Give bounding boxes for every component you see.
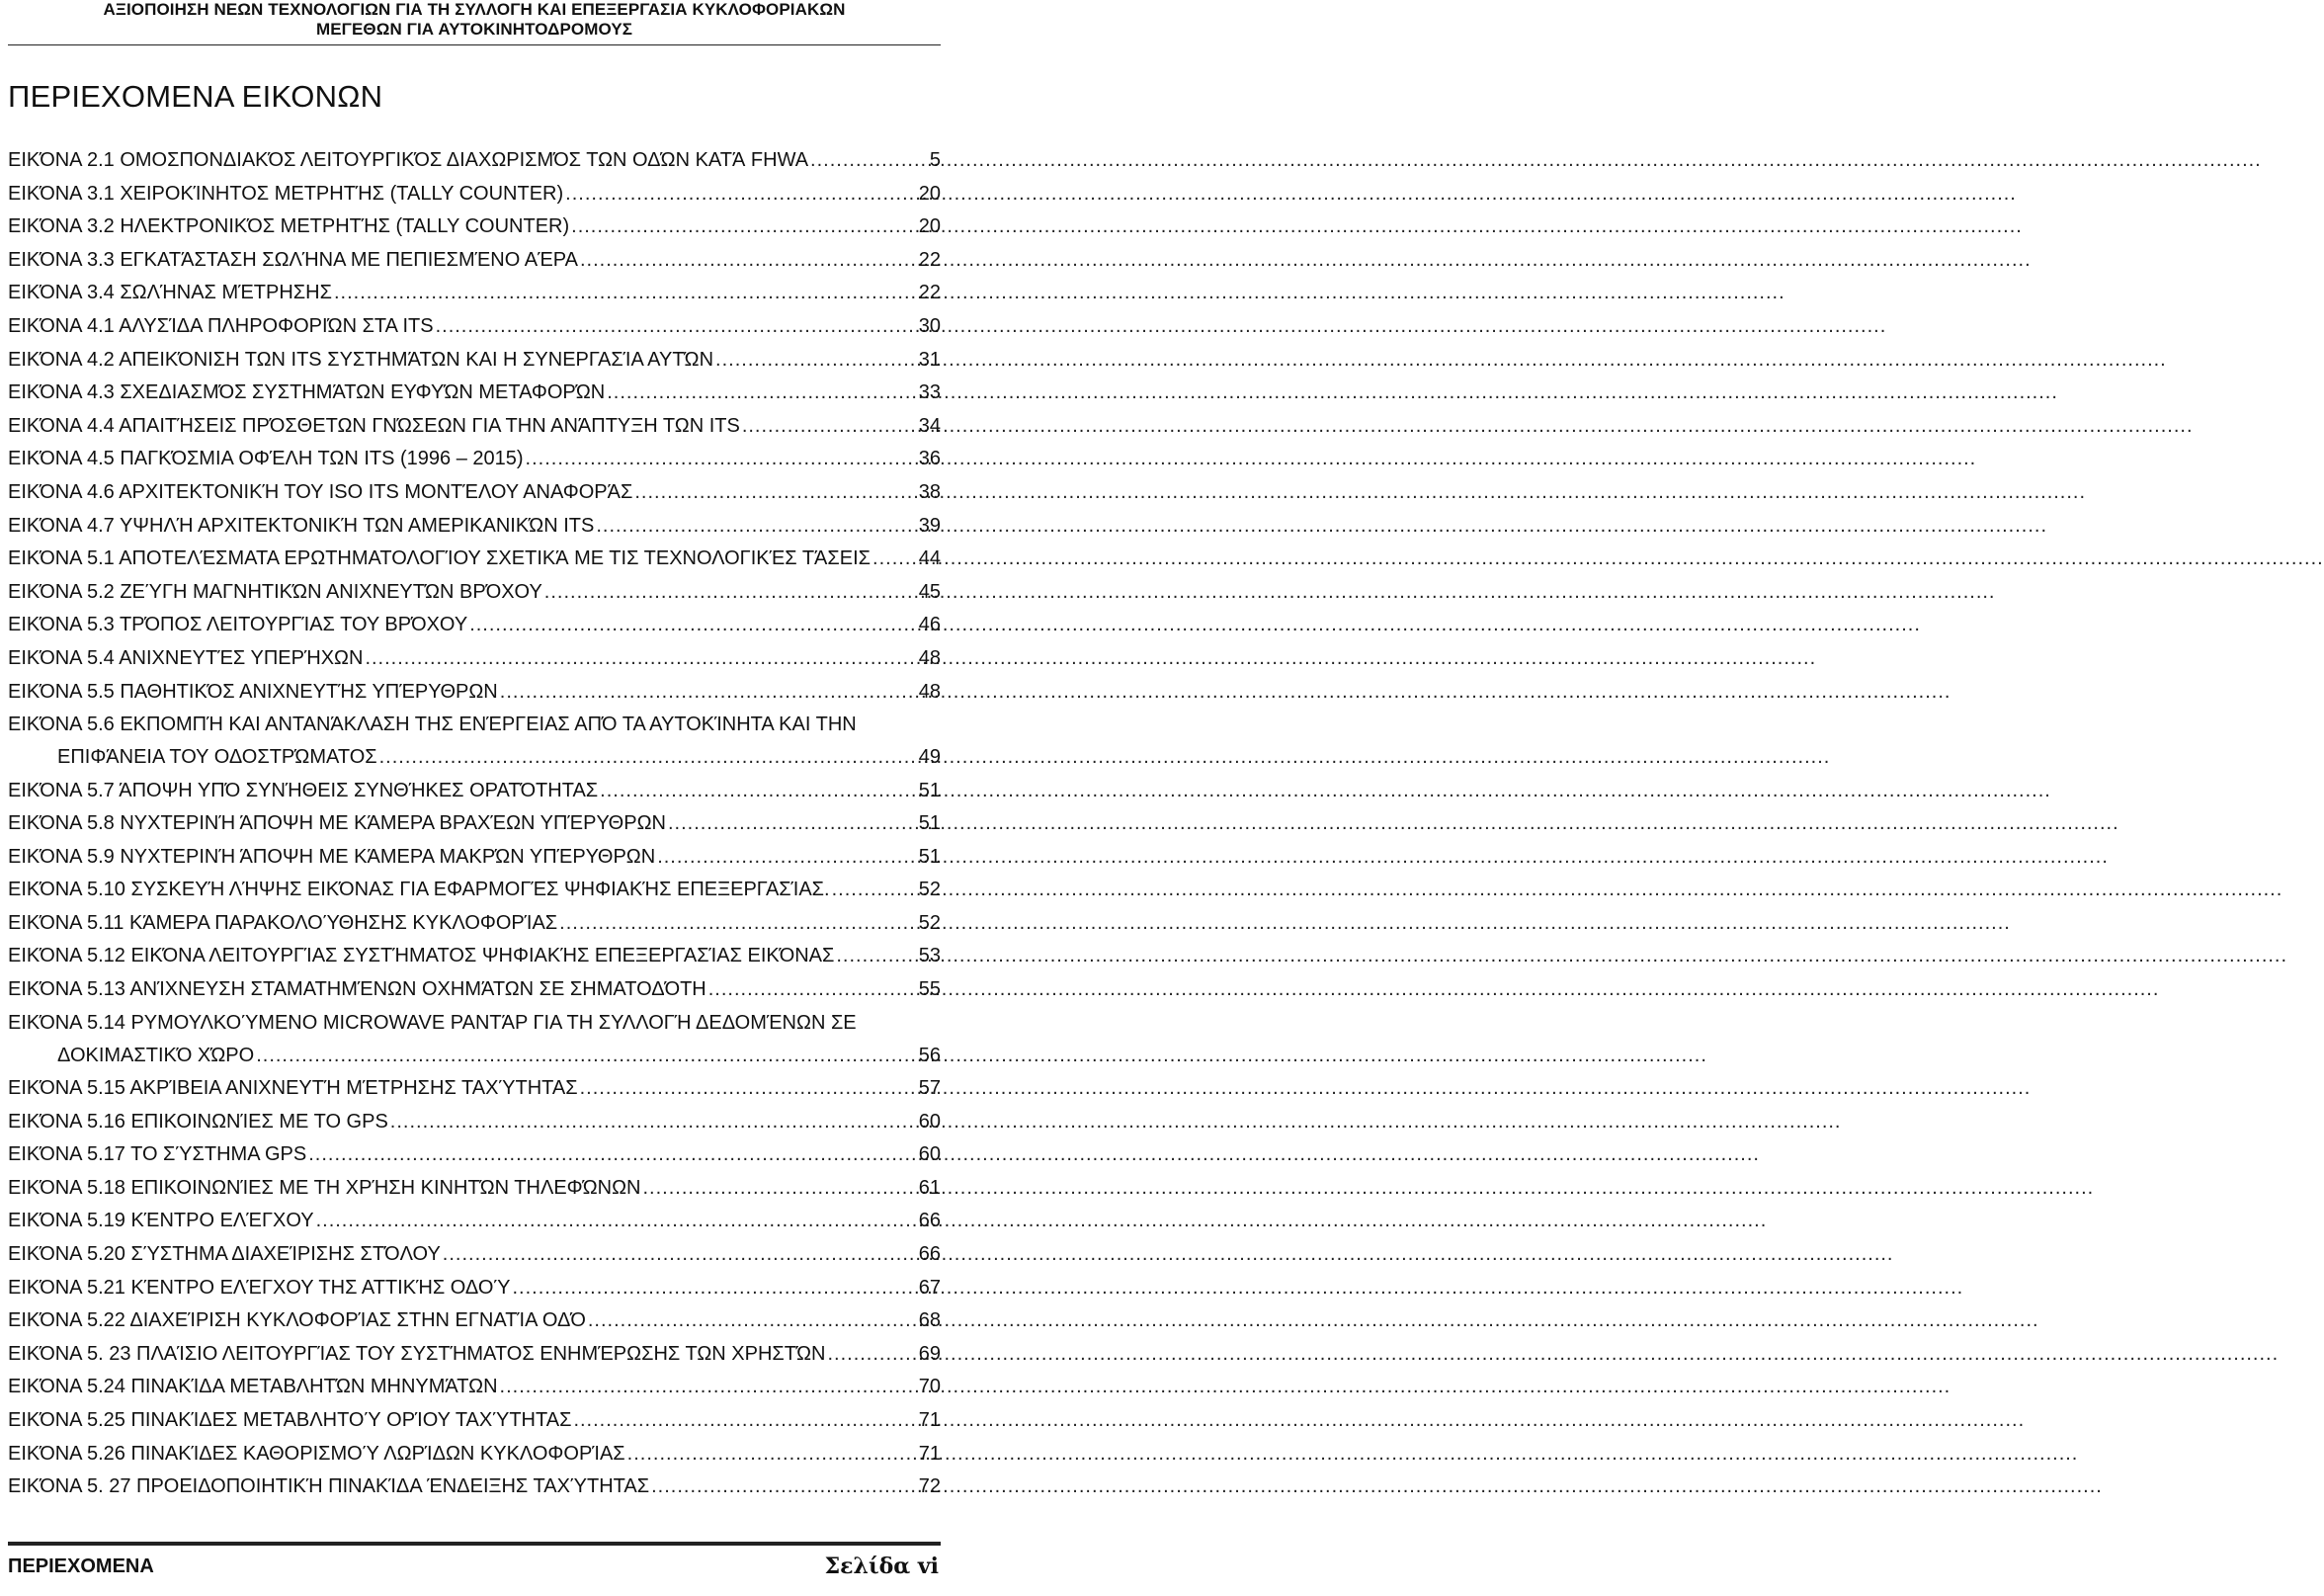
running-header — [0, 0, 949, 45]
toc-entry[interactable] — [8, 277, 941, 310]
toc-entry-page-number: 46 — [918, 614, 941, 636]
toc-entry[interactable] — [8, 178, 941, 211]
dot-leader — [500, 676, 917, 710]
footer-page-number: Σελίδα vi — [824, 1554, 939, 1579]
dot-leader — [832, 874, 917, 907]
toc-entry-label: ΕΙΚΌΝΑ 5.17 ΤΟ ΣΎΣΤΗΜΑ GPS — [8, 1143, 307, 1166]
dot-leader — [573, 1404, 916, 1438]
toc-entry[interactable] — [8, 543, 941, 576]
dot-leader — [390, 1106, 917, 1139]
toc-entry-label: ΕΙΚΌΝΑ 4.1 ΑΛΥΣΊΔΑ ΠΛΗΡΟΦΟΡΙΏΝ ΣΤΑ ITS — [8, 314, 434, 337]
dot-leader — [436, 310, 917, 344]
dot-leader — [872, 543, 917, 576]
toc-entry-label: ΕΙΚΌΝΑ 5.18 ΕΠΙΚΟΙΝΩΝΊΕΣ ΜΕ ΤΗ ΧΡΉΣΗ ΚΙΝΗΤΏΝ ΤΗΛΕΦΏΝΩΝ — [8, 1176, 641, 1199]
toc-entry[interactable] — [8, 244, 941, 278]
toc-entry-page-number: 38 — [918, 480, 941, 503]
dot-leader — [513, 1272, 917, 1305]
toc-entry[interactable] — [8, 841, 941, 875]
toc-entry-page-number: 51 — [918, 845, 941, 868]
toc-entry-label: ΕΙΚΌΝΑ 4.6 ΑΡΧΙΤΕΚΤΟΝΙΚΉ ΤΟΥ ISO ITS ΜΟΝΤΈΛΟΥ ΑΝΑΦΟΡΆΣ — [8, 480, 633, 503]
toc-entry[interactable] — [8, 807, 941, 841]
toc-entry-label: ΕΙΚΌΝΑ 5.1 ΑΠΟΤΕΛΈΣΜΑΤΑ ΕΡΩΤΗΜΑΤΟΛΟΓΊΟΥ ΣΧΕΤΙΚΆ ΜΕ ΤΙΣ ΤΕΧΝΟΛΟΓΙΚΈΣ ΤΆΣΕΙΣ — [8, 547, 872, 570]
toc-entry[interactable] — [8, 1470, 941, 1504]
toc-entry-page-number: 30 — [918, 314, 941, 337]
toc-entry-page-number: 5 — [929, 149, 941, 171]
toc-entry-page-number: 70 — [918, 1376, 941, 1398]
dot-leader — [469, 609, 917, 642]
dot-leader — [379, 741, 917, 774]
toc-entry-label: ΕΙΚΌΝΑ 5.24 ΠΙΝΑΚΊΔΑ ΜΕΤΑΒΛΗΤΏΝ ΜΗΝΥΜΆΤΩΝ — [8, 1376, 498, 1398]
toc-entry[interactable] — [8, 344, 941, 378]
toc-entry[interactable] — [8, 443, 941, 476]
toc-entry-page-number: 48 — [918, 646, 941, 669]
toc-entry-label: ΕΙΚΌΝΑ 5. 27 ΠΡΟΕΙΔΟΠΟΙΗΤΙΚΉ ΠΙΝΑΚΊΔΑ ΈΝΔΕΙΞΗΣ ΤΑΧΎΤΗΤΑΣ — [8, 1475, 650, 1498]
dot-leader — [668, 807, 917, 841]
toc-entry-page-number: 51 — [918, 779, 941, 801]
toc-entry[interactable] — [8, 410, 941, 444]
toc-entry-label: ΕΙΚΌΝΑ 3.2 ΗΛΕΚΤΡΟΝΙΚΌΣ ΜΕΤΡΗΤΉΣ (TALLY COUNTER) — [8, 215, 570, 238]
dot-leader — [600, 775, 917, 808]
dot-leader — [810, 144, 928, 178]
toc-entry-page-number: 36 — [918, 448, 941, 470]
toc-entry-page-number: 49 — [918, 746, 941, 769]
toc-entry-label: ΕΙΚΌΝΑ 5.25 ΠΙΝΑΚΊΔΕΣ ΜΕΤΑΒΛΗΤΟΎ ΟΡΊΟΥ ΤΑΧΎΤΗΤΑΣ — [8, 1409, 572, 1431]
toc-entry-label: ΕΙΚΌΝΑ 5.21 ΚΈΝΤΡΟ ΕΛΈΓΧΟΥ ΤΗΣ ΑΤΤΙΚΉΣ ΟΔΟΎ — [8, 1276, 511, 1299]
dot-leader — [565, 178, 917, 211]
toc-entry-page-number: 52 — [918, 911, 941, 934]
toc-entry-label: ΕΙΚΌΝΑ 3.4 ΣΩΛΉΝΑΣ ΜΈΤΡΗΣΗΣ — [8, 282, 332, 304]
toc-entry-label: ΕΙΚΌΝΑ 5.10 ΣΥΣΚΕΥΉ ΛΉΨΗΣ ΕΙΚΌΝΑΣ ΓΙΑ ΕΦΑΡΜΟΓΈΣ ΨΗΦΙΑΚΉΣ ΕΠΕΞΕΡΓΑΣΊΑΣ. — [8, 879, 830, 901]
page-title: ΠΕΡΙΕΧΟΜΕΝΑ ΕΙΚΟΝΩΝ — [8, 79, 383, 114]
toc-entry-page-number: 66 — [918, 1243, 941, 1266]
toc-entry-label: ΕΙΚΌΝΑ 4.2 ΑΠΕΙΚΌΝΙΣΗ ΤΩΝ ITS ΣΥΣΤΗΜΆΤΩΝ ΚΑΙ Η ΣΥΝΕΡΓΑΣΊΑ ΑΥΤΏΝ — [8, 348, 714, 371]
toc-entry[interactable] — [8, 1272, 941, 1305]
toc-entry[interactable] — [8, 940, 941, 973]
toc-entry-page-number: 51 — [918, 812, 941, 835]
toc-entry-label: ΕΙΚΌΝΑ 5.2 ΖΕΎΓΗ ΜΑΓΝΗΤΙΚΏΝ ΑΝΙΧΝΕΥΤΏΝ ΒΡΌΧΟΥ — [8, 580, 542, 603]
toc-entry-label: ΕΙΚΌΝΑ 5.7 ΆΠΟΨΗ ΥΠΌ ΣΥΝΉΘΕΙΣ ΣΥΝΘΉΚΕΣ ΟΡΑΤΌΤΗΤΑΣ — [8, 779, 599, 801]
toc-entry[interactable] — [8, 210, 941, 244]
toc-entry-label: ΕΙΚΌΝΑ 5. 23 ΠΛΑΊΣΙΟ ΛΕΙΤΟΥΡΓΊΑΣ ΤΟΥ ΣΥΣΤΉΜΑΤΟΣ ΕΝΗΜΈΡΩΣΗΣ ΤΩΝ ΧΡΗΣΤΏΝ — [8, 1342, 826, 1365]
dot-leader — [544, 576, 917, 610]
toc-entry-page-number: 22 — [918, 282, 941, 304]
toc-entry-page-number: 22 — [918, 248, 941, 271]
dot-leader — [607, 377, 917, 410]
dot-leader — [588, 1304, 917, 1338]
toc-entry[interactable] — [8, 377, 941, 410]
dot-leader — [742, 410, 917, 444]
dot-leader — [316, 1205, 917, 1238]
toc-entry-label: ΕΙΚΌΝΑ 5.13 ΑΝΊΧΝΕΥΣΗ ΣΤΑΜΑΤΗΜΈΝΩΝ ΟΧΗΜΆΤΩΝ ΣΕ ΣΗΜΑΤΟΔΌΤΗ — [8, 978, 706, 1001]
toc-entry-page-number: 66 — [918, 1210, 941, 1232]
dot-leader — [526, 443, 917, 476]
toc-entry-label: ΕΙΚΌΝΑ 5.12 ΕΙΚΌΝΑ ΛΕΙΤΟΥΡΓΊΑΣ ΣΥΣΤΉΜΑΤΟΣ ΨΗΦΙΑΚΉΣ ΕΠΕΞΕΡΓΑΣΊΑΣ ΕΙΚΌΝΑΣ — [8, 945, 835, 967]
toc-entry[interactable] — [8, 1438, 941, 1471]
toc-entry-label: ΕΙΚΌΝΑ 3.1 ΧΕΙΡΟΚΊΝΗΤΟΣ ΜΕΤΡΗΤΉΣ (TALLY COUNTER) — [8, 182, 564, 205]
toc-entry-label: ΕΙΚΌΝΑ 5.26 ΠΙΝΑΚΊΔΕΣ ΚΑΘΟΡΙΣΜΟΎ ΛΩΡΊΔΩΝ ΚΥΚΛΟΦΟΡΊΑΣ — [8, 1442, 625, 1465]
toc-entry[interactable] — [8, 1238, 941, 1272]
toc-entry[interactable] — [8, 676, 941, 710]
toc-entry-page-number: 71 — [918, 1442, 941, 1465]
toc-entry[interactable] — [8, 775, 941, 808]
toc-entry-label: ΕΙΚΌΝΑ 3.3 ΕΓΚΑΤΆΣΤΑΣΗ ΣΩΛΉΝΑ ΜΕ ΠΕΠΙΕΣΜΈΝΟ ΑΈΡΑ — [8, 248, 578, 271]
toc-entry-label: ΕΙΚΌΝΑ 5.8 ΝΥΧΤΕΡΙΝΉ ΆΠΟΨΗ ΜΕ ΚΆΜΕΡΑ ΒΡΑΧΈΩΝ ΥΠΈΡΥΘΡΩΝ — [8, 812, 666, 835]
toc-entry[interactable] — [8, 1172, 941, 1206]
list-of-figures — [8, 144, 941, 1504]
dot-leader — [365, 642, 916, 676]
toc-entry-label-continued: ΕΠΙΦΆΝΕΙΑ ΤΟΥ ΟΔΟΣΤΡΏΜΑΤΟΣ — [57, 746, 377, 769]
toc-entry[interactable] — [8, 1404, 941, 1438]
dot-leader — [334, 277, 917, 310]
footer-section-title: ΠΕΡΙΕΧΟΜΕΝΑ — [8, 1555, 154, 1577]
toc-entry-label: ΕΙΚΌΝΑ 5.3 ΤΡΌΠΟΣ ΛΕΙΤΟΥΡΓΊΑΣ ΤΟΥ ΒΡΌΧΟΥ — [8, 614, 468, 636]
toc-entry[interactable] — [8, 642, 941, 676]
toc-entry-page-number: 68 — [918, 1309, 941, 1332]
toc-entry-page-number: 53 — [918, 945, 941, 967]
toc-entry[interactable] — [8, 973, 941, 1007]
toc-entry-page-number: 33 — [918, 381, 941, 404]
toc-entry[interactable] — [8, 1138, 941, 1172]
toc-entry-page-number: 56 — [918, 1044, 941, 1066]
toc-entry[interactable] — [8, 1072, 941, 1106]
toc-entry[interactable] — [8, 1338, 941, 1372]
toc-entry-page-number: 45 — [918, 580, 941, 603]
toc-entry[interactable] — [8, 1205, 941, 1238]
toc-entry-page-number: 39 — [918, 514, 941, 537]
dot-leader — [627, 1438, 917, 1471]
dot-leader — [708, 973, 917, 1007]
toc-entry-label: ΕΙΚΌΝΑ 5.9 ΝΥΧΤΕΡΙΝΉ ΆΠΟΨΗ ΜΕ ΚΆΜΕΡΑ ΜΑΚΡΏΝ ΥΠΈΡΥΘΡΩΝ — [8, 845, 656, 868]
dot-leader — [657, 841, 917, 875]
toc-entry-label: ΕΙΚΌΝΑ 4.7 ΥΨΗΛΉ ΑΡΧΙΤΕΚΤΟΝΙΚΉ ΤΩΝ ΑΜΕΡΙΚΑΝΙΚΏΝ ITS — [8, 514, 595, 537]
toc-entry-page-number: 48 — [918, 680, 941, 703]
header-rule — [8, 44, 941, 45]
running-header-line-1: ΑΞΙΟΠΟΙΗΣΗ ΝΕΩΝ ΤΕΧΝΟΛΟΓΙΩΝ ΓΙΑ ΤΗ ΣΥΛΛΟΓΗ ΚΑΙ ΕΠΕΞΕΡΓΑΣΙΑ ΚΥΚΛΟΦΟΡΙΑΚΩΝ — [103, 0, 846, 19]
toc-entry-label: ΕΙΚΌΝΑ 5.22 ΔΙΑΧΕΊΡΙΣΗ ΚΥΚΛΟΦΟΡΊΑΣ ΣΤΗΝ ΕΓΝΑΤΊΑ ΟΔΌ — [8, 1309, 586, 1332]
toc-entry-page-number: 72 — [918, 1475, 941, 1498]
toc-entry-label: ΕΙΚΌΝΑ 5.19 ΚΈΝΤΡΟ ΕΛΈΓΧΟΥ — [8, 1210, 314, 1232]
dot-leader — [827, 1338, 916, 1372]
toc-entry-label: ΕΙΚΌΝΑ 5.11 ΚΆΜΕΡΑ ΠΑΡΑΚΟΛΟΎΘΗΣΗΣ ΚΥΚΛΟΦΟΡΊΑΣ — [8, 911, 558, 934]
dot-leader — [715, 344, 917, 378]
dot-leader — [571, 210, 917, 244]
toc-entry[interactable] — [8, 1371, 941, 1404]
toc-entry-page-number: 55 — [918, 978, 941, 1001]
toc-entry-label: ΕΙΚΌΝΑ 5.16 ΕΠΙΚΟΙΝΩΝΊΕΣ ΜΕ ΤΟ GPS — [8, 1110, 388, 1133]
dot-leader — [634, 476, 916, 510]
toc-entry-page-number: 61 — [918, 1176, 941, 1199]
toc-entry-page-number: 20 — [918, 182, 941, 205]
toc-entry[interactable] — [8, 1007, 941, 1072]
toc-entry-label: ΕΙΚΌΝΑ 5.14 ΡΥΜΟΥΛΚΟΎΜΕΝΟ MICROWAVE ΡΑΝΤΆΡ ΓΙΑ ΤΗ ΣΥΛΛΟΓΉ ΔΕΔΟΜΈΝΩΝ ΣΕ — [8, 1011, 857, 1034]
toc-entry-page-number: 34 — [918, 414, 941, 437]
toc-entry[interactable] — [8, 709, 941, 774]
dot-leader — [836, 940, 916, 973]
toc-entry-page-number: 57 — [918, 1077, 941, 1100]
dot-leader — [443, 1238, 917, 1272]
toc-entry-label: ΕΙΚΌΝΑ 2.1 ΟΜΟΣΠΟΝΔΙΑΚΌΣ ΛΕΙΤΟΥΡΓΙΚΌΣ ΔΙΑΧΩΡΙΣΜΌΣ ΤΩΝ ΟΔΏΝ ΚΑΤΆ FHWA — [8, 149, 809, 171]
running-header-line-2: ΜΕΓΕΘΩΝ ΓΙΑ ΑΥΤΟΚΙΝΗΤΟΔΡΟΜΟΥΣ — [315, 20, 633, 39]
toc-entry-page-number: 31 — [918, 348, 941, 371]
toc-entry[interactable] — [8, 476, 941, 510]
dot-leader — [580, 244, 917, 278]
toc-entry[interactable] — [8, 510, 941, 544]
toc-entry-page-number: 69 — [918, 1342, 941, 1365]
toc-entry[interactable] — [8, 907, 941, 941]
toc-entry-page-number: 20 — [918, 215, 941, 238]
dot-leader — [596, 510, 916, 544]
dot-leader — [651, 1470, 917, 1504]
toc-entry[interactable] — [8, 1106, 941, 1139]
toc-entry-label: ΕΙΚΌΝΑ 4.4 ΑΠΑΙΤΉΣΕΙΣ ΠΡΌΣΘΕΤΩΝ ΓΝΏΣΕΩΝ ΓΙΑ ΤΗΝ ΑΝΆΠΤΥΞΗ ΤΩΝ ITS — [8, 414, 740, 437]
toc-entry-page-number: 67 — [918, 1276, 941, 1299]
toc-entry[interactable] — [8, 1304, 941, 1338]
toc-entry-label: ΕΙΚΌΝΑ 5.6 ΕΚΠΟΜΠΉ ΚΑΙ ΑΝΤΑΝΆΚΛΑΣΗ ΤΗΣ ΕΝΈΡΓΕΙΑΣ ΑΠΌ ΤΑ ΑΥΤΟΚΊΝΗΤΑ ΚΑΙ ΤΗΝ — [8, 714, 857, 736]
toc-entry-page-number: 44 — [918, 547, 941, 570]
dot-leader — [559, 907, 917, 941]
dot-leader — [308, 1138, 917, 1172]
toc-entry-page-number: 52 — [918, 879, 941, 901]
toc-entry-label: ΕΙΚΌΝΑ 5.15 ΑΚΡΊΒΕΙΑ ΑΝΙΧΝΕΥΤΉ ΜΈΤΡΗΣΗΣ ΤΑΧΎΤΗΤΑΣ — [8, 1077, 578, 1100]
dot-leader — [643, 1172, 917, 1206]
toc-entry-page-number: 60 — [918, 1143, 941, 1166]
toc-entry[interactable] — [8, 310, 941, 344]
toc-entry[interactable] — [8, 874, 941, 907]
footer-rule — [8, 1542, 941, 1546]
toc-entry-label: ΕΙΚΌΝΑ 5.20 ΣΎΣΤΗΜΑ ΔΙΑΧΕΊΡΙΣΗΣ ΣΤΌΛΟΥ — [8, 1243, 441, 1266]
toc-entry[interactable] — [8, 144, 941, 178]
toc-entry[interactable] — [8, 609, 941, 642]
toc-entry-label: ΕΙΚΌΝΑ 4.3 ΣΧΕΔΙΑΣΜΌΣ ΣΥΣΤΗΜΆΤΩΝ ΕΥΦΥΏΝ ΜΕΤΑΦΟΡΏΝ — [8, 381, 606, 404]
toc-entry-label-continued: ΔΟΚΙΜΑΣΤΙΚΌ ΧΏΡΟ — [57, 1044, 255, 1066]
dot-leader — [580, 1072, 917, 1106]
toc-entry-label: ΕΙΚΌΝΑ 5.4 ΑΝΙΧΝΕΥΤΈΣ ΥΠΕΡΉΧΩΝ — [8, 646, 364, 669]
toc-entry-page-number: 60 — [918, 1110, 941, 1133]
dot-leader — [500, 1371, 917, 1404]
toc-entry[interactable] — [8, 576, 941, 610]
dot-leader — [256, 1040, 917, 1072]
toc-entry-label: ΕΙΚΌΝΑ 4.5 ΠΑΓΚΌΣΜΙΑ ΟΦΈΛΗ ΤΩΝ ITS (1996 – 2015) — [8, 448, 524, 470]
toc-entry-label: ΕΙΚΌΝΑ 5.5 ΠΑΘΗΤΙΚΌΣ ΑΝΙΧΝΕΥΤΉΣ ΥΠΈΡΥΘΡΩΝ — [8, 680, 498, 703]
toc-entry-page-number: 71 — [918, 1409, 941, 1431]
